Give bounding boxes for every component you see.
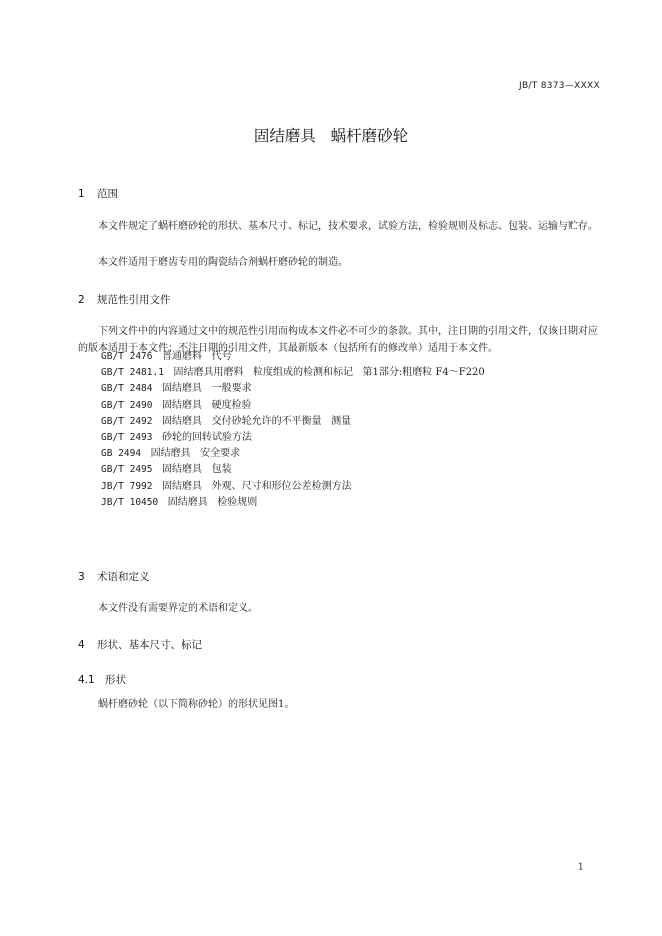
page-number: 1 — [577, 862, 584, 873]
scope-paragraph-2: 本文件适用于磨齿专用的陶瓷结合剂蜗杆磨砂轮的制造。 — [98, 257, 348, 268]
section-3-heading — [78, 569, 150, 584]
reference-code: GB 2494 — [101, 448, 142, 460]
section-number: 4.1 — [78, 674, 95, 686]
reference-code: GB/T 2476 — [101, 351, 153, 362]
reference-title: 固结磨具 安全要求 — [150, 448, 241, 460]
reference-code: GB/T 2495 — [101, 464, 153, 476]
reference-list — [101, 349, 485, 511]
terms-paragraph: 本文件没有需要界定的术语和定义。 — [98, 603, 258, 614]
reference-item — [101, 381, 485, 397]
section-title: 形状 — [105, 674, 126, 686]
scope-paragraph-1: 本文件规定了蜗杆磨砂轮的形状、基本尺寸、标记，技术要求，试验方法，检验规则及标志、包装、运输与贮存。 — [98, 221, 598, 232]
section-number: 2 — [78, 294, 85, 306]
reference-item — [101, 462, 485, 478]
reference-item — [101, 479, 485, 495]
section-title: 形状、基本尺寸、标记 — [97, 639, 202, 651]
document-title: 固结磨具 蜗杆磨砂轮 — [253, 127, 409, 145]
shape-paragraph: 蜗杆磨砂轮（以下简称砂轮）的形状见图1。 — [98, 699, 295, 710]
reference-title: 固结磨具 一般要求 — [162, 383, 252, 395]
section-number: 1 — [78, 188, 85, 200]
section-4-heading — [78, 637, 202, 652]
reference-code: GB/T 2492 — [101, 415, 153, 427]
reference-code: GB/T 2484 — [101, 383, 153, 395]
reference-item — [101, 365, 485, 381]
reference-item — [101, 414, 485, 430]
reference-title: 固结磨具 检验规则 — [167, 496, 258, 508]
reference-item — [101, 446, 485, 462]
reference-title: 砂轮的回转试验方法 — [162, 431, 253, 443]
section-title: 范围 — [97, 188, 118, 200]
reference-title: 固结磨具 交付砂轮允许的不平衡量 测量 — [162, 415, 352, 427]
reference-title: 固结磨具 外观、尺寸和形位公差检测方法 — [162, 480, 352, 492]
reference-title: 固结磨具 硬度检验 — [162, 399, 252, 411]
reference-title: 固结磨具用磨料 粒度组成的检测和标记 第1部分:粗磨粒 F4～F220 — [173, 367, 485, 379]
section-4-1-heading — [78, 672, 126, 687]
section-number: 3 — [78, 571, 85, 583]
reference-item — [101, 398, 485, 414]
reference-code: GB/T 2490 — [101, 399, 153, 411]
standard-number: JB/T 8373—XXXX — [519, 81, 600, 91]
reference-code: JB/T 10450 — [101, 496, 159, 508]
reference-item — [101, 430, 485, 446]
reference-item — [101, 495, 485, 511]
section-title: 术语和定义 — [97, 571, 150, 583]
section-number: 4 — [78, 639, 85, 651]
reference-code: GB/T 2493 — [101, 431, 153, 443]
reference-title: 普通磨料 代号 — [162, 351, 232, 362]
reference-code: GB/T 2481.1 — [101, 367, 164, 379]
reference-title: 固结磨具 包装 — [162, 464, 232, 476]
reference-code: JB/T 7992 — [101, 480, 153, 492]
references-intro: 下列文件中的内容通过文中的规范性引用而构成本文件必不可少的条款。其中，注日期的引用文件，仅该日期对应的版本适用于本文件；不注日期的引用文件，其最新版本（包括所有的修改单）适用于本文件。 — [78, 326, 598, 354]
section-1-heading — [78, 186, 118, 201]
section-title: 规范性引用文件 — [97, 294, 171, 306]
section-2-heading — [78, 292, 171, 307]
reference-item — [101, 349, 485, 365]
